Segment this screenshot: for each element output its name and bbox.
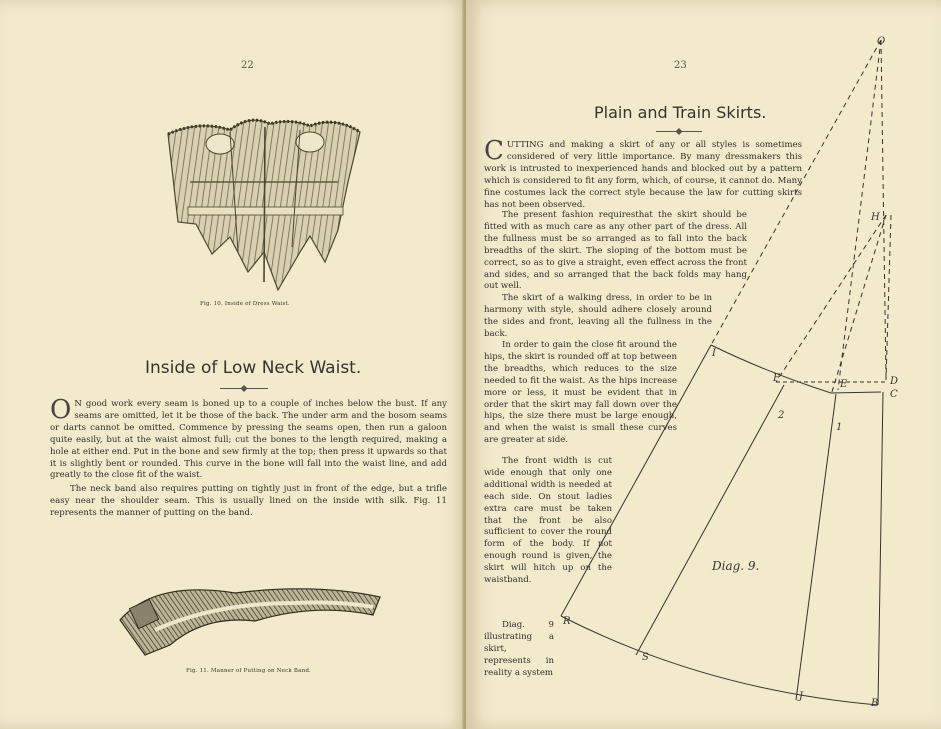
drop-cap: C: [484, 136, 504, 166]
skirt-diagram: [466, 0, 941, 729]
section-paragraph: The present fashion requiresthat the skirt should be fitted with as much care as any other part of the dress. All the fullness must be so arranged as to fall into the back breadths of the skirt. The sloping of the bottom must be correct, so as to give a straight, even effect across the front and sides, and so arranged that the back folds may hang out well.: [484, 210, 747, 292]
point-label: H: [871, 212, 880, 223]
section-paragraph: The neck band also requires putting on tightly just in front of the edge, but a trifle easy near the shoulder seam. This is usually lined on the inside with silk. Fig. 11 represents the manner of putting on the band.: [50, 484, 447, 518]
drop-cap: O: [50, 395, 72, 425]
figure-11-illustration: [115, 575, 385, 660]
section-paragraph: In order to gain the close fit around the hips, the skirt is rounded off at top between the breadths, which reduces to the size needed to fit the waist. As the hips increase more or less, it must be evident that in order that the skirt may fall down over the hips, the size there must be large enough, and when the waist is small these curves are greater at side.: [484, 340, 677, 446]
seam-line: [636, 385, 784, 655]
figure-11-caption: Fig. 11. Manner of Putting on Neck Band.: [186, 668, 312, 674]
point-label: 2: [778, 410, 785, 421]
hem-curve: [561, 616, 878, 705]
construction-line: [831, 215, 886, 395]
point-label: F: [773, 373, 780, 384]
diagram-label: Diag. 9.: [712, 559, 760, 573]
right-page: [466, 0, 941, 729]
point-label: S: [642, 652, 649, 663]
section-title: Plain and Train Skirts.: [594, 103, 767, 122]
skirt-edge-line: [561, 345, 711, 616]
construction-line: [886, 215, 891, 380]
skirt-edge-line: [878, 392, 883, 705]
construction-line: [711, 40, 881, 345]
point-label: D: [890, 376, 899, 387]
figure-10-caption: Fig. 10. Inside of Dress Waist.: [200, 301, 290, 307]
page-number: 22: [241, 60, 254, 71]
point-label: R: [563, 616, 571, 627]
section-paragraph: The skirt of a walking dress, in order to be in harmony with style, should adhere closely around the sides and front, leaving all the fullness in the back.: [484, 293, 712, 339]
section-paragraph: CUTTING and making a skirt of any or all styles is sometimes considered of very little importance. By many dressmakers this work is intrusted to inexperienced hands and blocked out by a pattern which is considered to fit any form, which, of course, it cannot do. Many fine costumes lack the correct style because the law for cutting skirts has not been observed.: [484, 136, 802, 210]
construction-line: [776, 215, 886, 382]
point-label: 1: [836, 422, 843, 433]
left-page: [0, 0, 466, 729]
seam-line: [796, 394, 836, 700]
point-label: O: [877, 36, 886, 47]
point-label: E: [840, 379, 848, 390]
point-label: B: [871, 698, 879, 709]
section-paragraph: Diag. 9 illustrating a skirt, represents in reality a system: [484, 620, 554, 678]
point-label: I: [712, 348, 716, 359]
figure-10-illustration: [160, 112, 370, 297]
section-paragraph: The front width is cut wide enough that only one additional width is needed at each side. On stout ladies extra care must be taken that the front be also sufficient to cover the round form of the body. If not enough round is given, the skirt will hitch up on the waistband.: [484, 456, 612, 586]
section-title: Inside of Low Neck Waist.: [145, 358, 362, 378]
section-paragraph: O N good work every seam is boned up to a couple of inches below the bust. If any seams are omitted, let it be those of the back. The under arm and the bosom seams or darts cannot be omitted. Commence by pressing the seams open, then run a galoon quite easily, but at the waist almost full; cut the bones to the length required, making a hole at either end. Put in the bone and sew firmly at the top; then press it upwards so that it is slightly bent or rounded. This curve in the bone will fall into the waist line, and add greatly to the close fit of the waist.: [50, 395, 447, 481]
construction-line: [881, 40, 886, 378]
page-number: 23: [674, 60, 687, 71]
point-label: C: [890, 389, 898, 400]
title-divider: [220, 388, 268, 389]
point-label: J: [799, 691, 804, 702]
